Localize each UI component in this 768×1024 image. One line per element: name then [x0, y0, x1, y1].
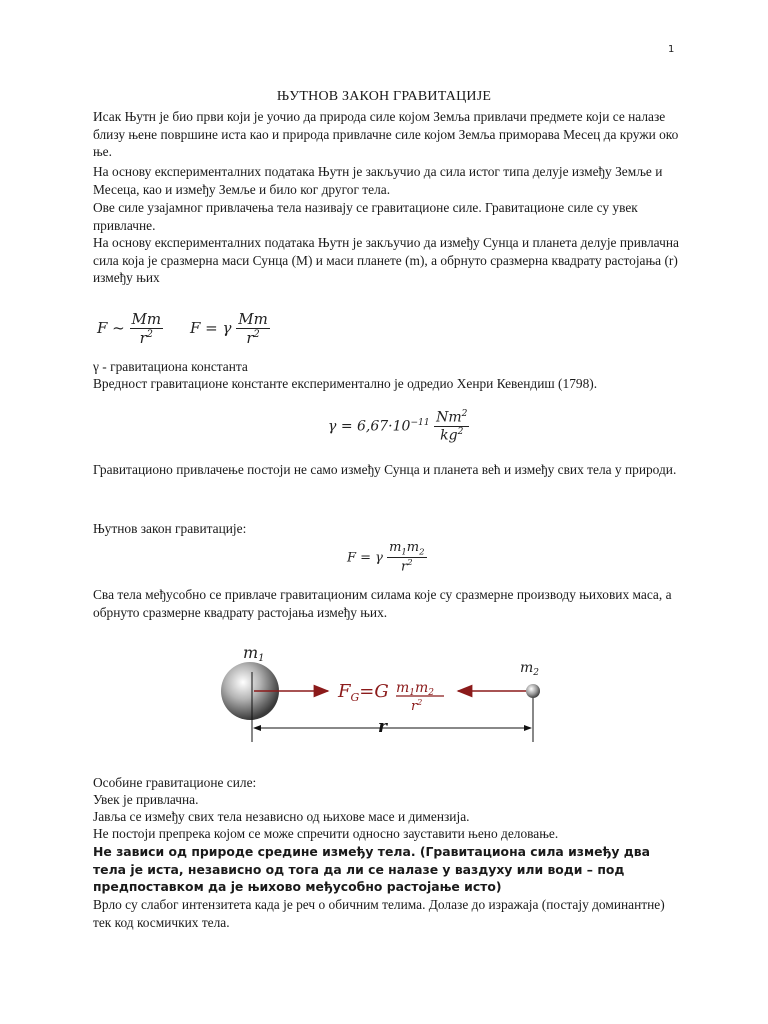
- exponent: 2: [253, 328, 260, 340]
- property-4: Не зависи од природе средине између тела. (Гравитациона сила између два тела је иста, независно од тога да ли се налазе у ваздуху или води – под предпоставком да је њихово међусобно растојање исто): [93, 844, 650, 894]
- paragraph-sun-planets: На основу експерименталних података Њутн је закључио да између Сунца и планета делује привлачна сила која је сразмерна маси Сунца (M) и маси планете (m), а обрнуто сразмерна квадрату растојања (r) између њих: [93, 235, 679, 285]
- formula-lhs: F = γ: [347, 550, 383, 566]
- label-m2: $m_2$: [520, 660, 540, 678]
- gamma-exponent: −11: [410, 417, 430, 428]
- fraction-denominator: [236, 329, 270, 347]
- formula-law-of-gravitation: [347, 541, 427, 575]
- paragraph-universal-attraction: Гравитационо привлачење постоји не само између Сунца и планета већ и између свих тела у природи.: [93, 462, 677, 477]
- fraction: [130, 311, 164, 347]
- fraction: [434, 409, 469, 444]
- mass-m2: m: [406, 540, 420, 555]
- mass-m1: m: [389, 540, 402, 555]
- exponent: 2: [461, 409, 468, 419]
- force-denominator: $r^2$: [411, 698, 423, 714]
- fraction-denominator: [130, 329, 164, 347]
- properties-heading: Особине гравитационе силе:: [93, 775, 257, 790]
- formula-lhs: F = γ: [190, 318, 232, 337]
- property-3: Не постоји препрека којом се може спречити односно зауставити њено деловање.: [93, 826, 559, 841]
- fraction-numerator: [434, 409, 469, 427]
- property-2: Јавља се између свих тела независно од њихове масе и димензија.: [93, 809, 470, 824]
- fraction: [236, 311, 270, 347]
- fraction-numerator: Mm: [238, 310, 268, 328]
- property-5: Врло су слабог интензитета када је реч о обичним телима. Долазе до изражаја (постају доминантне) тек код космичких тела.: [93, 897, 665, 930]
- fraction-numerator: Mm: [131, 310, 162, 328]
- paragraph-mutual-attraction: Сва тела међусобно се привлаче гравитационим силама које су сразмерне производу њихових маса, а обрнуто сразмерне квадрату растојања између њих.: [93, 587, 672, 620]
- denominator-r: r: [139, 328, 147, 347]
- law-label: Њутнов закон гравитације:: [93, 521, 247, 536]
- exponent: 2: [457, 427, 464, 438]
- force-numerator: $m_1m_2$: [396, 680, 435, 698]
- unit-kg: kg: [440, 427, 458, 444]
- mass-sphere-small: [526, 684, 540, 698]
- denominator-r: r: [246, 328, 254, 347]
- formula-proportional: [97, 311, 163, 347]
- force-label: $F_G=G$: [338, 681, 389, 704]
- subscript-1: 1: [401, 546, 407, 557]
- subscript-2: 2: [419, 546, 425, 557]
- gamma-lhs: γ = 6,67·10: [328, 418, 411, 435]
- paragraph-cavendish: Вредност гравитационе константе експериментално је одредио Хенри Кевендиш (1798).: [93, 376, 598, 391]
- exponent: 2: [407, 556, 413, 567]
- fraction-denominator: [434, 427, 469, 444]
- fraction: [387, 541, 426, 575]
- paragraph-earth-moon: На основу експерименталних података Њутн је закључио да сила истог типа делује између Земље и Месеца, као и између Земље и било ког другог тела.: [93, 164, 663, 197]
- exponent: 2: [146, 328, 154, 340]
- paragraph-intro: Исак Њутн је био први који је уочио да природа силе којом Земља привлачи предмете који се налазе близу њене површине иста као и природа привлачне силе којом Земља приморава Месец да кружи око ње.: [93, 109, 679, 159]
- label-m1: m1: [243, 643, 265, 664]
- page-number: 1: [668, 44, 675, 55]
- denominator-r: r: [401, 559, 408, 575]
- page-title: ЊУТНОВ ЗАКОН ГРАВИТАЦИЈЕ: [276, 89, 492, 104]
- unit-nm: Nm: [436, 409, 462, 426]
- distance-label: r: [378, 717, 387, 737]
- gravitation-diagram: [200, 640, 560, 750]
- formula-lhs: F ~: [97, 318, 125, 337]
- paragraph-gravitational-forces: Ове силе узајамног привлачења тела називају се гравитационе силе. Гравитационе силе су увек привлачне.: [93, 200, 638, 233]
- gamma-definition: γ - гравитациона константа: [93, 359, 248, 374]
- property-1: Увек је привлачна.: [93, 792, 199, 807]
- fraction-numerator: [387, 541, 426, 558]
- formula-gamma-value: [328, 409, 469, 444]
- fraction-denominator: [387, 558, 426, 575]
- formula-newton-sun: [190, 311, 270, 347]
